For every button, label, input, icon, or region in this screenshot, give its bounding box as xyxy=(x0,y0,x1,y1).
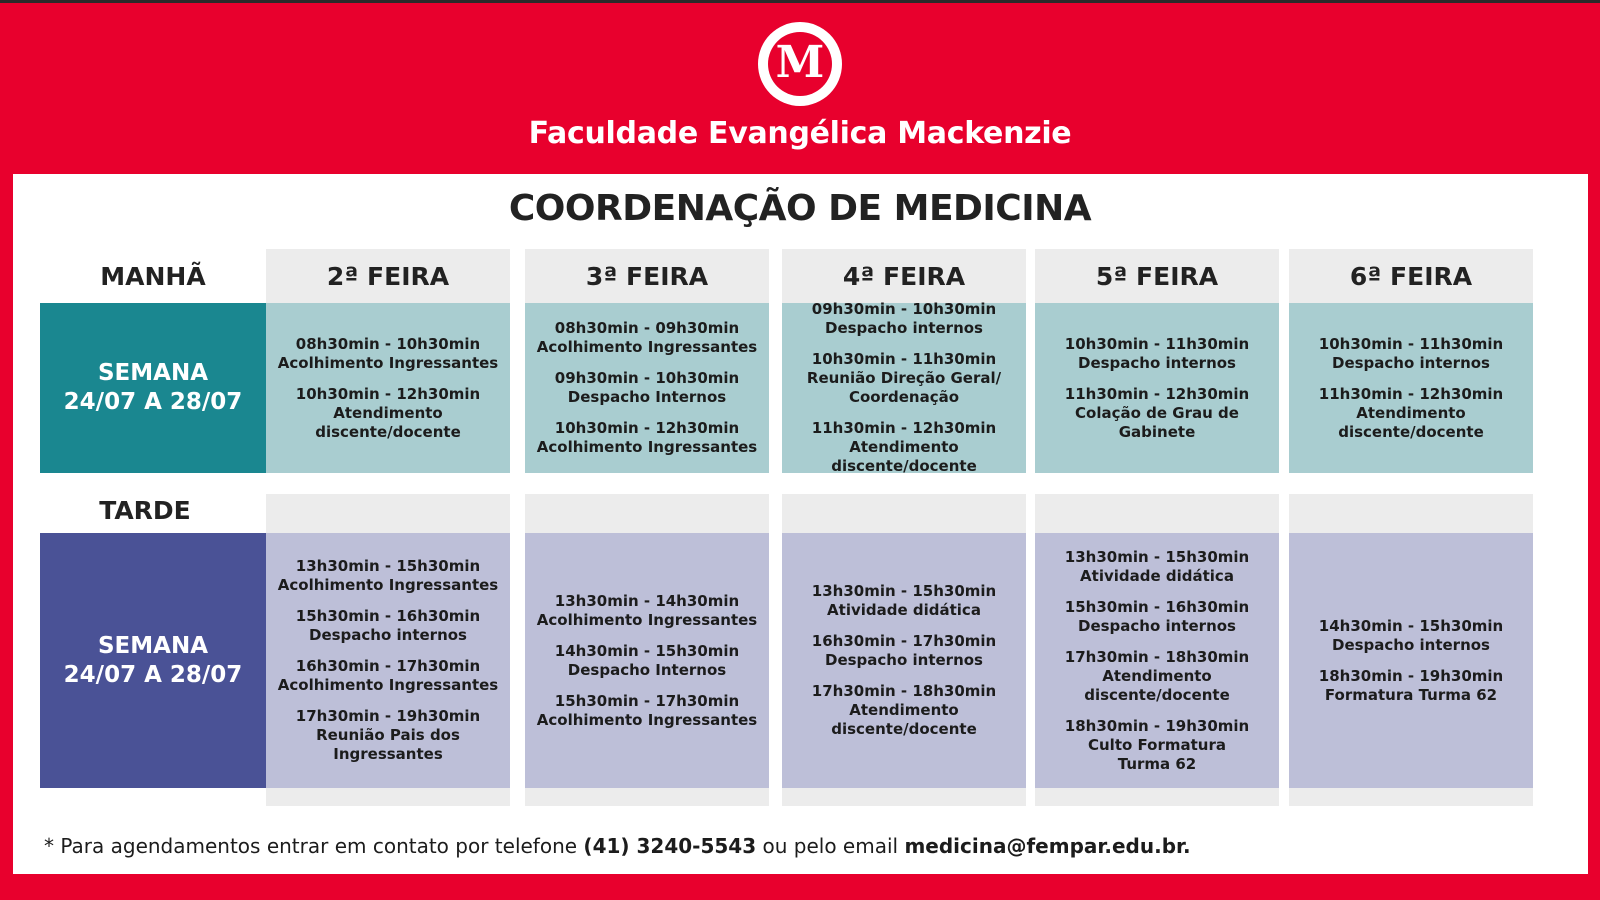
afternoon-week-range: 24/07 A 28/07 xyxy=(63,661,243,688)
entry-description: Colação de Grau de xyxy=(1075,403,1239,422)
schedule-entry xyxy=(270,385,506,442)
entry-description: Acolhimento Ingressantes xyxy=(536,438,758,456)
morning-week-box xyxy=(40,303,266,473)
morning-week-title: SEMANA xyxy=(97,360,208,387)
entry-time: 18h30min - 19h30min xyxy=(1064,716,1250,735)
day-header-monday: 2ª FEIRA xyxy=(266,249,510,303)
schedule-entry xyxy=(807,350,1001,407)
entry-time: 10h30min - 11h30min xyxy=(1064,334,1250,353)
entry-description: Atendimento discente/docente xyxy=(315,403,461,441)
entry-time: 17h30min - 18h30min xyxy=(811,682,997,700)
bottom-strip xyxy=(1289,788,1533,806)
entry-time: 14h30min - 15h30min xyxy=(554,641,740,660)
afternoon-cell-thursday xyxy=(1035,533,1279,788)
day-header-thursday: 5ª FEIRA xyxy=(1035,249,1279,303)
contact-footer xyxy=(44,834,1191,858)
afternoon-week-box xyxy=(40,533,266,788)
entry-time: 10h30min - 12h30min xyxy=(554,419,740,437)
schedule-entry xyxy=(1065,385,1249,442)
entry-time: 13h30min - 14h30min xyxy=(554,591,740,610)
afternoon-cell-monday xyxy=(266,533,510,788)
entry-description-continued: Gabinete xyxy=(1118,422,1196,441)
entry-time: 13h30min - 15h30min xyxy=(295,557,481,575)
entry-time: 18h30min - 19h30min xyxy=(1318,666,1504,685)
schedule-entry xyxy=(812,300,996,338)
entry-time: 10h30min - 11h30min xyxy=(811,350,997,368)
entry-description: Culto Formatura xyxy=(1088,735,1226,754)
morning-cell-monday xyxy=(266,303,510,473)
entry-time: 15h30min - 16h30min xyxy=(1064,597,1250,616)
afternoon-label: TARDE xyxy=(99,496,191,525)
entry-time: 13h30min - 15h30min xyxy=(811,582,997,600)
entry-description: Acolhimento Ingressantes xyxy=(277,676,499,694)
morning-cell-tuesday xyxy=(525,303,769,473)
entry-description: Acolhimento Ingressantes xyxy=(536,338,758,356)
entry-time: 16h30min - 17h30min xyxy=(811,632,997,650)
afternoon-cell-tuesday xyxy=(525,533,769,788)
entry-description: Atendimento discente/docente xyxy=(1338,403,1484,441)
entry-description: Despacho internos xyxy=(1078,353,1236,372)
page-title: COORDENAÇÃO DE MEDICINA xyxy=(508,188,1092,229)
entry-time: 15h30min - 17h30min xyxy=(554,691,740,710)
afternoon-header-strip xyxy=(782,494,1026,534)
entry-time: 17h30min - 18h30min xyxy=(1064,647,1250,666)
morning-label: MANHÃ xyxy=(100,262,206,291)
morning-week-range: 24/07 A 28/07 xyxy=(63,389,243,415)
schedule-entry xyxy=(812,582,996,620)
entry-description: Acolhimento Ingressantes xyxy=(536,710,758,729)
afternoon-cell-friday xyxy=(1289,533,1533,788)
day-header-wednesday: 4ª FEIRA xyxy=(782,249,1026,303)
schedule-entry xyxy=(1319,667,1503,705)
entry-time: 11h30min - 12h30min xyxy=(811,419,997,437)
morning-cell-friday xyxy=(1289,303,1533,473)
schedule-entry xyxy=(537,692,757,730)
schedule-entry xyxy=(1319,617,1503,655)
entry-description-continued: Turma 62 xyxy=(1117,754,1197,773)
day-header-friday: 6ª FEIRA xyxy=(1289,249,1533,303)
footer-middle: ou pelo email xyxy=(756,834,905,858)
top-border xyxy=(0,0,1600,3)
schedule-entry xyxy=(537,592,757,630)
morning-cell-thursday xyxy=(1035,303,1279,473)
entry-description-continued: Coordenação xyxy=(848,388,960,406)
schedule-entry xyxy=(555,642,739,680)
afternoon-header-strip xyxy=(1289,494,1533,534)
day-header-tuesday: 3ª FEIRA xyxy=(525,249,769,303)
entry-time: 11h30min - 12h30min xyxy=(1064,384,1250,403)
entry-time: 10h30min - 11h30min xyxy=(1318,334,1504,353)
afternoon-header-strip xyxy=(525,494,769,534)
schedule-entry xyxy=(270,707,506,764)
schedule-entry xyxy=(278,557,498,595)
entry-description: Acolhimento Ingressantes xyxy=(277,576,499,594)
footer-phone[interactable]: (41) 3240-5543 xyxy=(583,834,757,858)
schedule-entry xyxy=(1065,598,1249,636)
entry-description: Despacho internos xyxy=(1078,616,1236,635)
schedule-entry xyxy=(786,682,1022,739)
schedule-entry xyxy=(278,335,498,373)
entry-description: Atividade didática xyxy=(1080,566,1234,585)
entry-description: Reunião Direção Geral/ xyxy=(806,369,1002,387)
entry-description: Despacho Internos xyxy=(567,660,727,679)
schedule-entry xyxy=(1065,717,1249,774)
entry-description: Despacho internos xyxy=(1332,353,1490,372)
schedule-entry xyxy=(537,419,757,457)
entry-time: 14h30min - 15h30min xyxy=(1318,616,1504,635)
entry-description: Reunião Pais dos Ingressantes xyxy=(316,726,460,763)
entry-description: Formatura Turma 62 xyxy=(1324,685,1498,704)
schedule-entry xyxy=(555,369,739,407)
bottom-strip xyxy=(266,788,510,806)
entry-description: Acolhimento Ingressantes xyxy=(536,610,758,629)
entry-time: 08h30min - 09h30min xyxy=(554,319,740,337)
schedule-entry xyxy=(1065,548,1249,586)
entry-time: 10h30min - 12h30min xyxy=(295,384,481,403)
schedule-entry xyxy=(1039,648,1275,705)
entry-time: 13h30min - 15h30min xyxy=(1064,547,1250,566)
entry-description: Despacho internos xyxy=(309,626,467,644)
institution-name: Faculdade Evangélica Mackenzie xyxy=(528,116,1072,151)
entry-time: 15h30min - 16h30min xyxy=(295,607,481,625)
logo-letter: M xyxy=(775,37,825,88)
afternoon-header-strip xyxy=(266,494,510,534)
entry-description: Despacho internos xyxy=(825,651,983,669)
bottom-strip xyxy=(1035,788,1279,806)
entry-description: Atividade didática xyxy=(827,601,981,619)
schedule-entry xyxy=(537,319,757,357)
entry-time: 17h30min - 19h30min xyxy=(295,707,481,725)
footer-prefix: * Para agendamentos entrar em contato por telefone xyxy=(44,834,584,858)
bottom-strip xyxy=(525,788,769,806)
entry-time: 16h30min - 17h30min xyxy=(295,657,481,675)
entry-time: 09h30min - 10h30min xyxy=(554,369,740,387)
mackenzie-logo xyxy=(758,22,842,106)
schedule-entry xyxy=(1293,385,1529,442)
schedule-entry xyxy=(812,632,996,670)
footer-email[interactable]: medicina@fempar.edu.br. xyxy=(904,834,1191,858)
afternoon-cell-wednesday xyxy=(782,533,1026,788)
entry-description: Despacho Internos xyxy=(567,388,727,406)
entry-time: 09h30min - 10h30min xyxy=(811,300,997,318)
schedule-entry xyxy=(296,607,480,645)
schedule-entry xyxy=(278,657,498,695)
entry-description: Despacho internos xyxy=(825,319,983,337)
schedule-entry xyxy=(786,419,1022,476)
afternoon-header-strip xyxy=(1035,494,1279,534)
afternoon-week-title: SEMANA xyxy=(97,632,208,659)
morning-cell-wednesday xyxy=(782,300,1026,475)
entry-time: 11h30min - 12h30min xyxy=(1318,384,1504,403)
entry-description: Atendimento discente/docente xyxy=(1084,666,1230,704)
entry-description: Acolhimento Ingressantes xyxy=(277,353,499,372)
schedule-entry xyxy=(1319,335,1503,373)
entry-description: Atendimento discente/docente xyxy=(831,438,977,475)
bottom-strip xyxy=(782,788,1026,806)
schedule-entry xyxy=(1065,335,1249,373)
entry-time: 08h30min - 10h30min xyxy=(295,334,481,353)
entry-description: Despacho internos xyxy=(1332,635,1490,654)
entry-description: Atendimento discente/docente xyxy=(831,701,977,738)
logo-inner-circle xyxy=(768,32,832,96)
